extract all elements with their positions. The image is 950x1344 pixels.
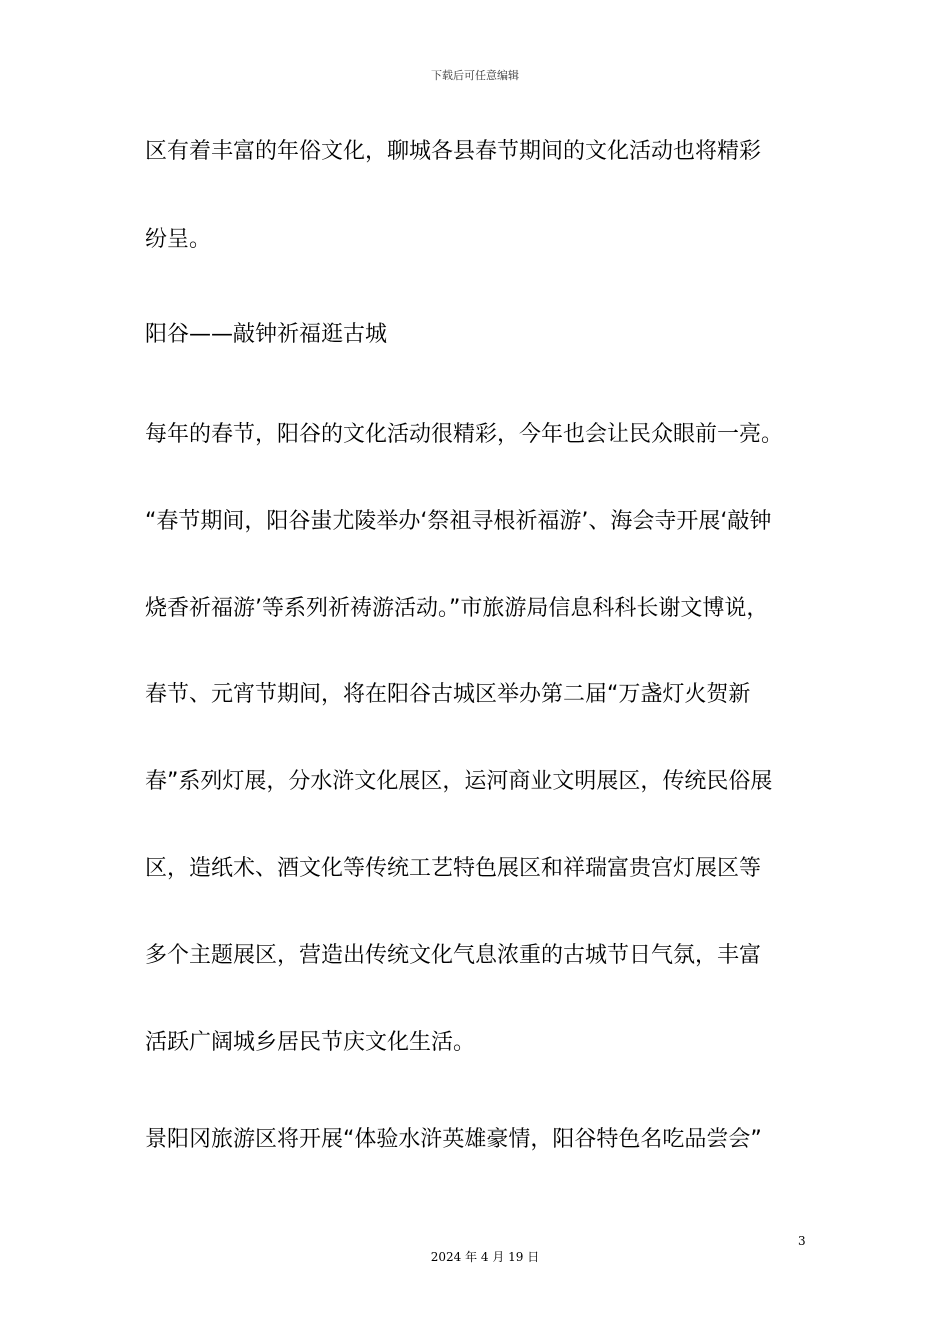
header-note: 下载后可任意编辑 <box>431 69 519 82</box>
body-line: 春节、元宵节期间，将在阳谷古城区举办第二届“万盏灯火贺新 <box>145 682 751 707</box>
body-line: 活跃广阔城乡居民节庆文化生活。 <box>145 1030 476 1055</box>
body-line: 区有着丰富的年俗文化，聊城各县春节期间的文化活动也将精彩 <box>145 139 762 164</box>
body-line: 景阳冈旅游区将开展“体验水浒英雄豪情，阳谷特色名吃品尝会” <box>145 1127 762 1152</box>
body-line: 烧香祈福游’等系列祈祷游活动。”市旅游局信息科科长谢文博说， <box>145 596 769 621</box>
footer-date: 2024 年 4 月 19 日 <box>430 1250 540 1264</box>
section-heading: 阳谷——敲钟祈福逛古城 <box>145 322 388 347</box>
body-line: “春节期间，阳谷蚩尤陵举办‘祭祖寻根祈福游’、海会寺开展‘敲钟 <box>145 509 772 534</box>
body-line: 春”系列灯展，分水浒文化展区，运河商业文明展区，传统民俗展 <box>145 769 773 794</box>
body-line: 纷呈。 <box>145 227 212 252</box>
body-line: 多个主题展区，营造出传统文化气息浓重的古城节日气氛，丰富 <box>145 943 762 968</box>
page-number: 3 <box>798 1234 806 1248</box>
body-line: 每年的春节，阳谷的文化活动很精彩，今年也会让民众眼前一亮。 <box>145 422 784 447</box>
body-line: 区，造纸术、酒文化等传统工艺特色展区和祥瑞富贵宫灯展区等 <box>145 856 762 881</box>
